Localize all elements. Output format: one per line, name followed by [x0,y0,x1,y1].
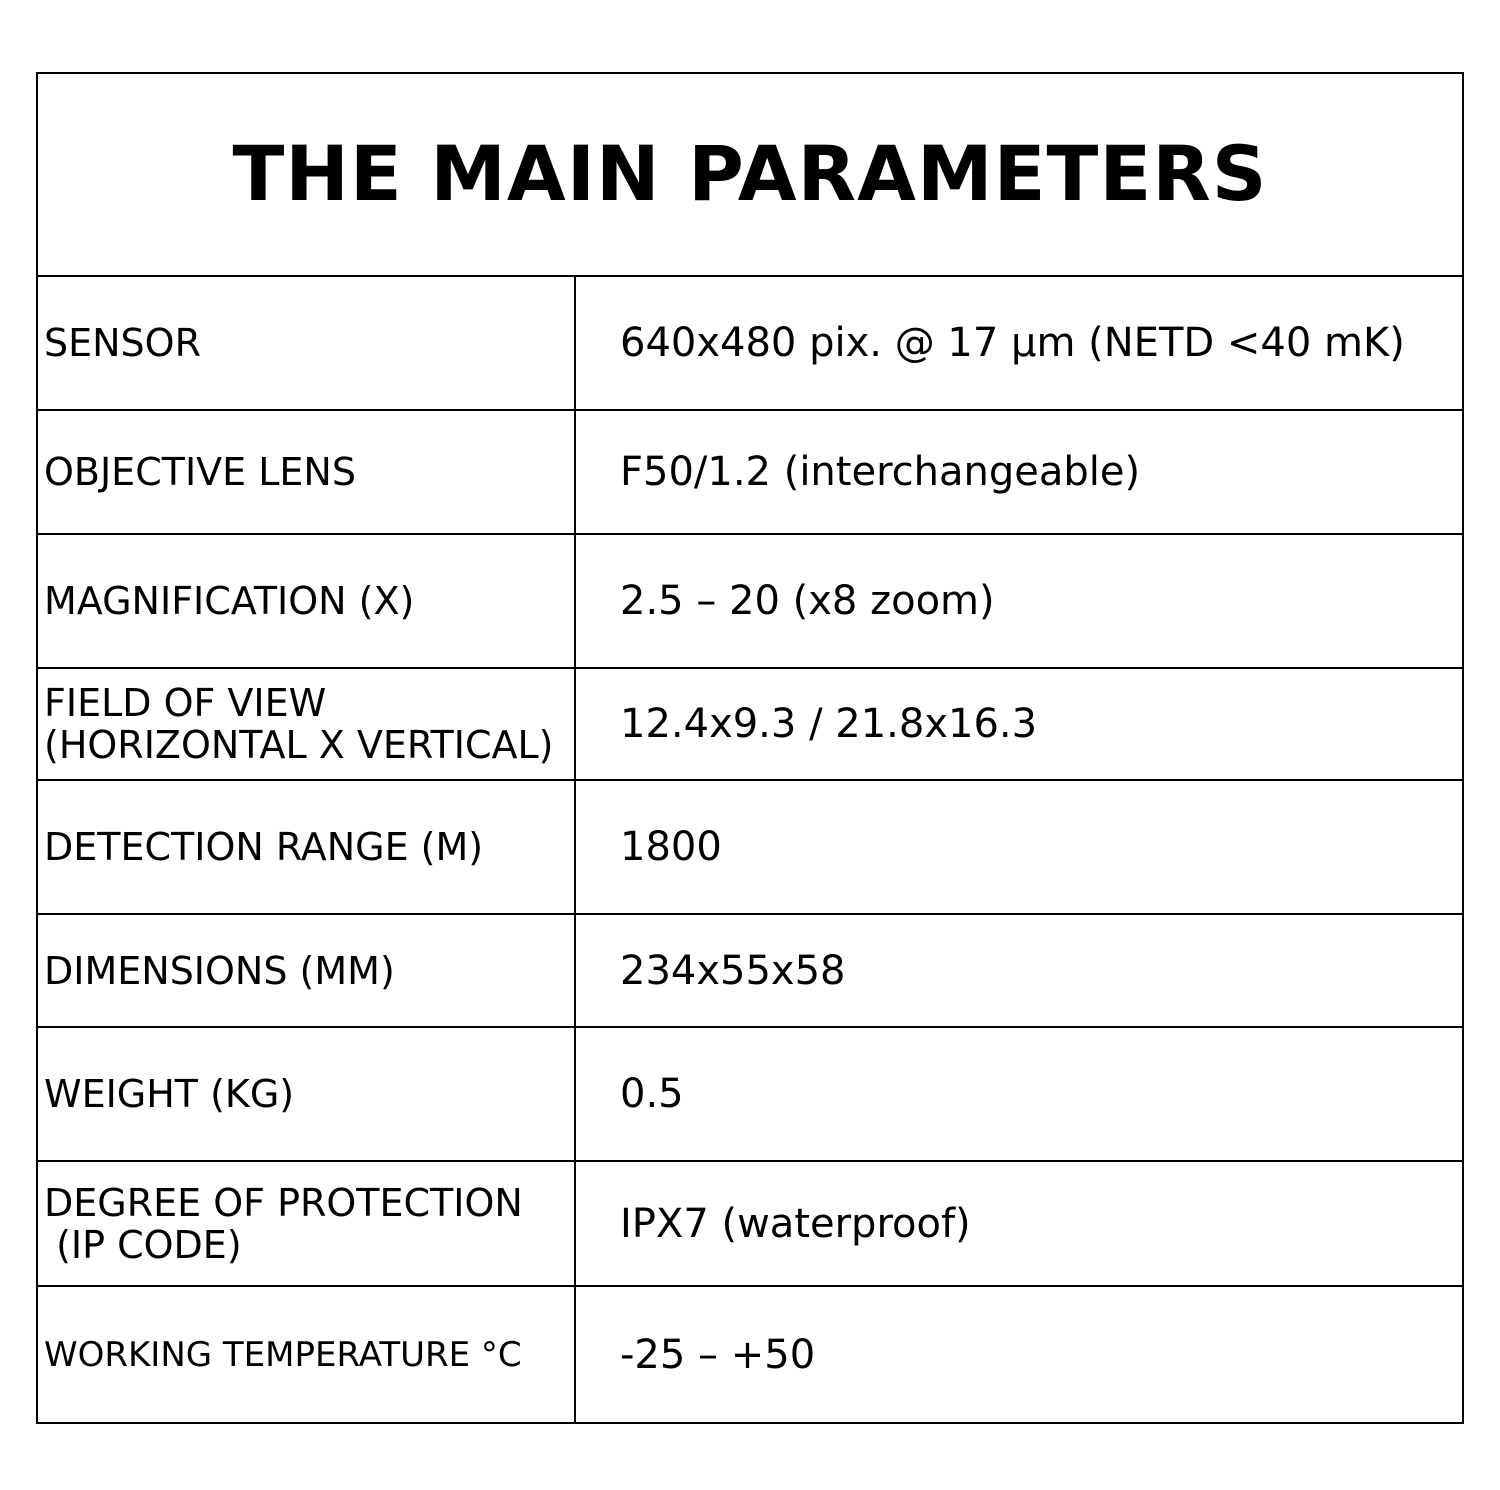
row-label: WORKING TEMPERATURE °C [38,1287,576,1422]
row-label: DEGREE OF PROTECTION (IP CODE) [38,1162,576,1285]
row-value: IPX7 (waterproof) [620,1200,971,1247]
table-title: THE MAIN PARAMETERS [232,129,1268,218]
row-label: FIELD OF VIEW (HORIZONTAL X VERTICAL) [38,669,576,779]
table-row-magnification [38,535,1462,669]
row-value: 234x55x58 [620,947,846,994]
row-label: SENSOR [38,277,576,409]
table-row-weight [38,1028,1462,1162]
table-row-objective-lens [38,411,1462,535]
row-value: F50/1.2 (interchangeable) [620,449,1141,495]
table-row-field-of-view [38,669,1462,781]
row-value: 1800 [620,824,722,870]
row-value: 2.5 – 20 (x8 zoom) [620,578,995,624]
table-row-dimensions [38,915,1462,1028]
table-row-working-temperature [38,1287,1462,1422]
row-label: DETECTION RANGE (M) [38,781,576,913]
row-label: DIMENSIONS (MM) [38,915,576,1026]
table-row-degree-of-protection [38,1162,1462,1287]
row-label: WEIGHT (KG) [38,1028,576,1160]
row-value: 12.4x9.3 / 21.8x16.3 [620,701,1038,747]
row-value: -25 – +50 [620,1331,816,1378]
parameters-table [36,72,1464,1424]
row-label: OBJECTIVE LENS [38,411,576,533]
title-row [38,74,1462,277]
row-value: 0.5 [620,1071,684,1117]
table-row-sensor [38,277,1462,411]
row-label: MAGNIFICATION (X) [38,535,576,667]
row-value: 640x480 pix. @ 17 µm (NETD <40 mK) [620,320,1405,366]
table-row-detection-range [38,781,1462,915]
